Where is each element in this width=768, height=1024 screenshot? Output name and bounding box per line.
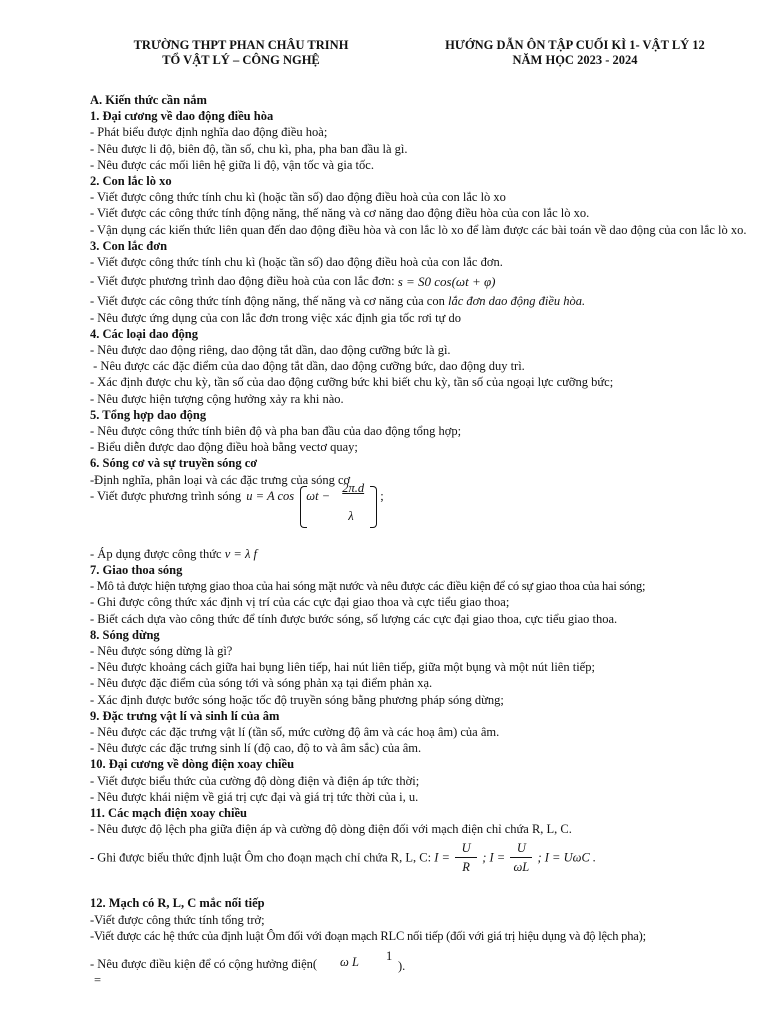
list-item bbox=[90, 293, 750, 309]
resonance-numerator: 1 bbox=[386, 949, 393, 964]
document-body bbox=[90, 92, 750, 988]
topic-heading: 11. Các mạch điện xoay chiều bbox=[90, 806, 247, 821]
list-item: - Nêu được khái niệm về giá trị cực đại và giá trị tức thời của i, u. bbox=[90, 789, 419, 804]
section-heading: A. Kiến thức cần nắm bbox=[90, 93, 207, 107]
resonance-equals: = bbox=[94, 973, 102, 988]
topic-heading: 6. Sóng cơ và sự truyền sóng cơ bbox=[90, 456, 258, 471]
wave-speed-formula: v = λ f bbox=[224, 546, 257, 561]
list-item-text: - Ghi được biểu thức định luật Ôm cho đoạn mạch chỉ chứa R, L, C: bbox=[90, 850, 432, 865]
right-paren bbox=[370, 486, 377, 528]
wave-lhs: u = A cos bbox=[246, 488, 295, 503]
list-item-text: - Áp dụng được công thức bbox=[90, 546, 222, 561]
ohm-rest: ; I = UωC . bbox=[537, 850, 597, 865]
document-title: HƯỚNG DẪN ÔN TẬP CUỐI KÌ 1- VẬT LÝ 12 bbox=[445, 38, 705, 52]
topic-heading: 8. Sóng dừng bbox=[90, 627, 160, 642]
department-name: TỔ VẬT LÝ – CÔNG NGHỆ bbox=[162, 53, 320, 67]
resonance-lhs: ω L bbox=[340, 955, 359, 970]
list-item: -Viết được công thức tính tổng trở; bbox=[90, 912, 265, 927]
list-item: -Viết được các hệ thức của định luật Ôm đối với đoạn mạch RLC nối tiếp (đối với giá trị hiệu dụng và độ lệch pha); bbox=[90, 928, 646, 943]
list-item: - Nêu được các đặc điểm của dao động tắt dần, dao động cưỡng bức, dao động duy trì. bbox=[90, 359, 525, 374]
fraction-denominator: ωL bbox=[513, 860, 530, 875]
topic-heading: 5. Tổng hợp dao động bbox=[90, 407, 207, 422]
list-item: - Viết được công thức tính chu kì (hoặc tần số) dao động điều hoà của con lắc đơn. bbox=[90, 255, 503, 270]
list-item: - Vận dụng các kiến thức liên quan đến dao động điều hòa và con lắc lò xo để làm được các bài toán về dao động của con lắc lò xo. bbox=[90, 222, 747, 237]
list-item-italic: lắc đơn dao động điều hòa. bbox=[447, 294, 586, 309]
list-item-with-formula bbox=[90, 546, 750, 562]
list-item: - Biết cách dựa vào công thức để tính được bước sóng, số lượng các cực đại giao thoa, cực tiểu giao thoa. bbox=[90, 611, 618, 626]
resonance-close: ). bbox=[398, 959, 406, 974]
fraction-numerator: U bbox=[516, 841, 526, 856]
list-item: - Mô tả được hiện tượng giao thoa của hai sóng mặt nước và nêu được các điều kiện để có sự giao thoa của hai sóng; bbox=[90, 579, 646, 594]
list-item: - Viết được các công thức tính động năng, thế năng và cơ năng dao động điều hòa của con lắc lò xo. bbox=[90, 206, 590, 221]
list-item: - Nêu được độ lệch pha giữa điện áp và cường độ dòng điện đối với mạch điện chỉ chứa R, L, C. bbox=[90, 822, 572, 837]
school-header bbox=[112, 38, 370, 68]
topic-heading: 2. Con lắc lò xo bbox=[90, 174, 172, 189]
topic-heading: 7. Giao thoa sóng bbox=[90, 563, 183, 577]
list-item-with-formula bbox=[90, 270, 750, 293]
ohm-fraction-r bbox=[455, 839, 477, 876]
ohm-i2: ; I = bbox=[482, 850, 506, 865]
ohm-fraction-l bbox=[510, 839, 532, 876]
fraction-numerator: U bbox=[461, 841, 471, 856]
topic-heading: 4. Các loại dao động bbox=[90, 326, 199, 341]
list-item: - Nêu được ứng dụng của con lắc đơn trong việc xác định gia tốc rơi tự do bbox=[90, 310, 461, 325]
topic-heading: 12. Mạch có R, L, C mắc nối tiếp bbox=[90, 896, 265, 911]
list-item-text: - Nêu được điều kiện để có cộng hưởng điện( bbox=[90, 957, 318, 972]
wave-arg: ωt − bbox=[306, 488, 331, 503]
list-item: -Định nghĩa, phân loại và các đặc trưng của sóng cơ bbox=[90, 472, 351, 487]
wave-equation bbox=[244, 480, 394, 538]
semicolon: ; bbox=[380, 488, 384, 503]
list-item: - Nêu được các đặc trưng sinh lí (độ cao, độ to và âm sắc) của âm. bbox=[90, 741, 422, 756]
wave-numerator: 2π.d bbox=[342, 480, 365, 495]
list-item: - Ghi được công thức xác định vị trí của các cực đại giao thoa và cực tiểu giao thoa; bbox=[90, 595, 510, 610]
topic-heading: 3. Con lắc đơn bbox=[90, 238, 168, 253]
list-item-with-formula bbox=[90, 839, 750, 893]
list-item: - Nêu được các mối liên hệ giữa li độ, vận tốc và gia tốc. bbox=[90, 157, 374, 172]
list-item: - Nêu được hiện tượng cộng hưởng xảy ra khi nào. bbox=[90, 391, 344, 406]
list-item: - Viết được công thức tính chu kì (hoặc tần số) dao động điều hoà của con lắc lò xo bbox=[90, 190, 506, 205]
document-header bbox=[420, 38, 730, 68]
left-paren bbox=[300, 486, 307, 528]
fraction-denominator: R bbox=[462, 860, 470, 875]
list-item: - Nêu được đặc điểm của sóng tới và sóng phản xạ tại điểm phản xạ. bbox=[90, 676, 433, 691]
pendulum-equation: s = S0 cos(ωt + φ) bbox=[397, 274, 496, 290]
list-item: - Nêu được các đặc trưng vật lí (tần số, mức cường độ âm và các hoạ âm) của âm. bbox=[90, 725, 500, 740]
list-item-text: - Viết được phương trình sóng bbox=[90, 488, 242, 503]
wave-denominator: λ bbox=[348, 508, 354, 523]
list-item: - Phát biểu được định nghĩa dao động điều hoà; bbox=[90, 125, 328, 140]
list-item-with-formula bbox=[90, 480, 750, 540]
list-item-text: - Viết được các công thức tính động năng, thế năng và cơ năng của con bbox=[90, 294, 445, 309]
list-item: - Viết được biểu thức của cường độ dòng điện và điện áp tức thời; bbox=[90, 773, 420, 788]
list-item: - Nêu được công thức tính biên độ và pha ban đầu của dao động tổng hợp; bbox=[90, 423, 462, 438]
school-name: TRƯỜNG THPT PHAN CHÂU TRINH bbox=[133, 38, 349, 52]
topic-heading: 1. Đại cương về dao động điều hòa bbox=[90, 109, 274, 124]
ohm-i1: I = bbox=[434, 850, 450, 865]
list-item: - Biểu diễn được dao động điều hoà bằng vectơ quay; bbox=[90, 440, 358, 455]
list-item-text: - Viết được phương trình dao động điều hoà của con lắc đơn: bbox=[90, 274, 395, 289]
topic-heading: 10. Đại cương về dòng điện xoay chiều bbox=[90, 757, 295, 772]
list-item: - Nêu được khoảng cách giữa hai bụng liên tiếp, hai nút liên tiếp, giữa một bụng và một nút liên tiếp; bbox=[90, 660, 595, 675]
list-item: - Nêu được dao động riêng, dao động tắt dần, dao động cưỡng bức là gì. bbox=[90, 342, 451, 357]
list-item: - Xác định được bước sóng hoặc tốc độ truyền sóng bằng phương pháp sóng dừng; bbox=[90, 692, 504, 707]
list-item: - Xác định được chu kỳ, tần số của dao động cưỡng bức khi biết chu kỳ, tần số của ngoại lực cưỡng bức; bbox=[90, 375, 614, 390]
list-item-with-formula bbox=[90, 949, 750, 988]
list-item: - Nêu được sóng dừng là gì? bbox=[90, 644, 233, 659]
school-year: NĂM HỌC 2023 - 2024 bbox=[512, 53, 638, 67]
list-item: - Nêu được li độ, biên độ, tần số, chu kì, pha, pha ban đầu là gì. bbox=[90, 141, 408, 156]
topic-heading: 9. Đặc trưng vật lí và sinh lí của âm bbox=[90, 708, 280, 723]
